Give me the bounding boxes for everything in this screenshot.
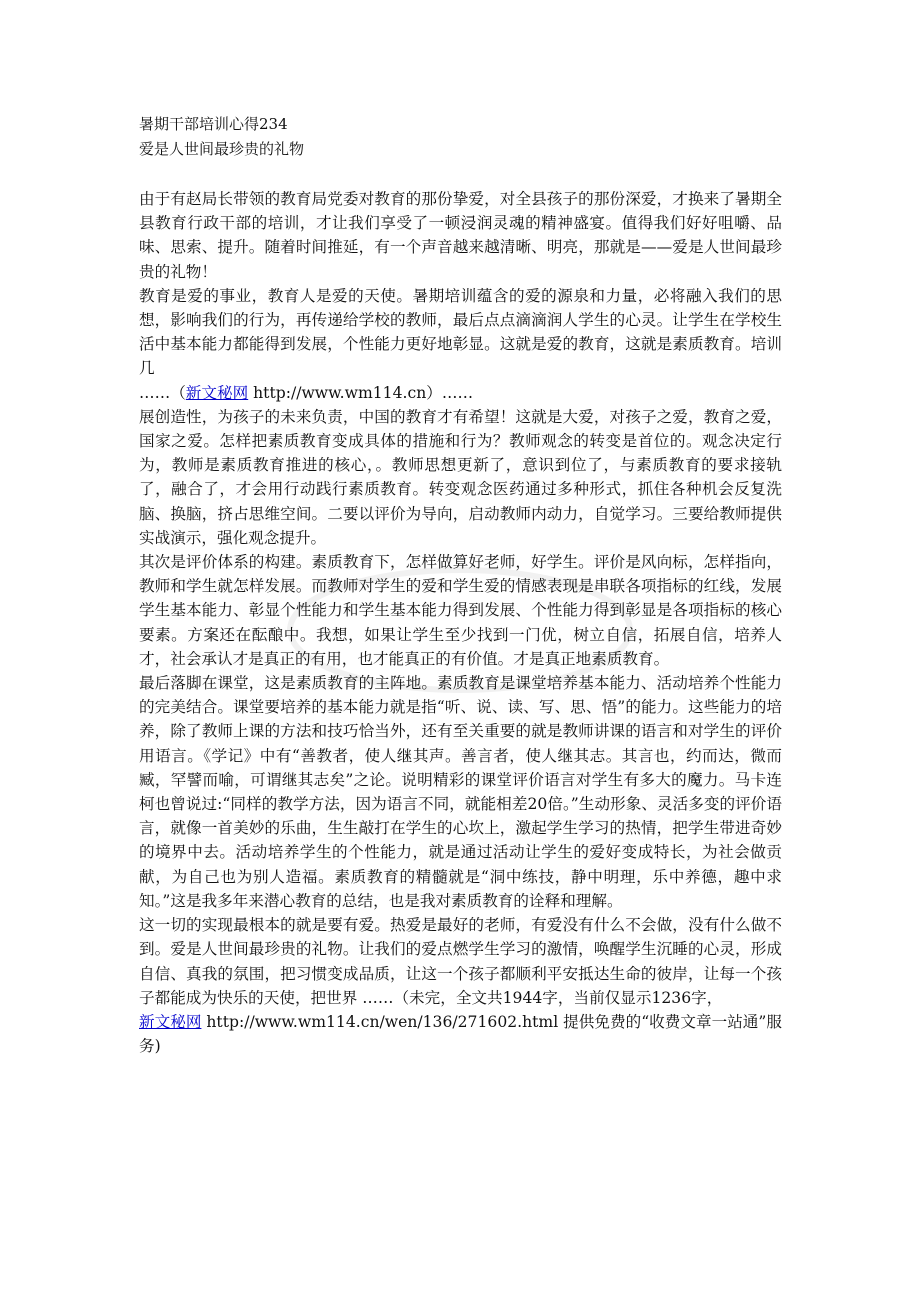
document-subtitle: 爱是人世间最珍贵的礼物 bbox=[139, 140, 305, 158]
paragraph-teacher-concept: 展创造性，为孩子的未来负责，中国的教育才有希望！这就是大爱，对孩子之爱，教育之爱，国家之爱。怎样把素质教育变成具体的措施和行为？教师观念的转变是首位的。观念决定行为，教师是素质教育推进的核心，。教师思想更新了，意识到位了，与素质教育的要求接轨了，融合了，才会用行动践行素质教育。转变观念医药通过多种形式，抓住各种机会反复洗脑、换脑，挤占思维空间。二要以评价为导向，启动教师内动力，自觉学习。三要给教师提供实战演示，强化观念提升。 bbox=[139, 407, 782, 547]
paragraph-intro: 由于有赵局长带领的教育局党委对教育的那份挚爱，对全县孩子的那份深爱，才换来了暑期全县教育行政干部的培训，才让我们享受了一顿浸润灵魂的精神盛宴。值得我们好好咀嚼、品味、思索、提升。随着时间推延，有一个声音越来越清晰、明亮，那就是——爱是人世间最珍贵的礼物！ bbox=[139, 190, 782, 281]
paragraph-education-love: 教育是爱的事业，教育人是爱的天使。暑期培训蕴含的爱的源泉和力量，必将融入我们的思想，影响我们的行为，再传递给学校的教师，最后点点滴滴润人学生的心灵。让学生在学校生活中基本能力都能得到发展，个性能力更好地彰显。这就是爱的教育，这就是素质教育。培训几 bbox=[139, 286, 782, 378]
source-prefix: ……（ bbox=[139, 383, 186, 402]
closing-link[interactable]: 新文秘网 bbox=[139, 1012, 202, 1031]
source-suffix: ）…… bbox=[426, 383, 474, 402]
document-page bbox=[139, 112, 782, 1058]
source-link[interactable]: 新文秘网 bbox=[185, 383, 249, 402]
paragraph-classroom: 最后落脚在课堂，这是素质教育的主阵地。素质教育是课堂培养基本能力、活动培养个性能力的完美结合。课堂要培养的基本能力就是指“听、说、读、写、思、悟”的能力。这些能力的培养，除了教师上课的方法和技巧恰当外，还有至关重要的就是教师讲课的语言和对学生的评价用语言。《学记》中有“善教者，使人继其声。善言者，使人继其志。其言也，约而达，微而臧，罕譬而喻，可谓继其志矣”之论。说明精彩的课堂评价语言对学生有多大的魔力。马卡连柯也曾说过:“同样的教学方法，因为语言不同，就能相差20倍。”生动形象、灵活多变的评价语言，就像一首美妙的乐曲，生生敲打在学生的心坎上，激起学生学习的热情，把学生带进奇妙的境界中去。活动培养学生的个性能力，就是通过活动让学生的爱好变成特长，为社会做贡献，为自己也为别人造福。素质教育的精髓就是“洞中练技，静中明理，乐中养德，趣中求知。”这是我多年来潜心教育的总结，也是我对素质教育的诠释和理解。 bbox=[139, 674, 782, 910]
closing-tail: http://www.wm114.cn/wen/136/271602.html 提供免费的“收费文章一站通”服务) bbox=[139, 1012, 782, 1056]
article-body bbox=[139, 187, 782, 1058]
source-url: http://www.wm114.cn bbox=[248, 383, 427, 402]
paragraph-evaluation-system: 其次是评价体系的构建。素质教育下，怎样做算好老师，好学生。评价是风向标，怎样指向，教师和学生就怎样发展。而教师对学生的爱和学生爱的情感表现是串联各项指标的红线，发展学生基本能力、彰显个性能力和学生基本能力得到发展、个性能力得到彰显是各项指标的核心要素。方案还在酝酿中。我想，如果让学生至少找到一门优，树立自信，拓展自信，培养人才，社会承认才是真正的有用，也才能真正的有价值。才是真正地素质教育。 bbox=[139, 553, 782, 668]
closing-text: 这一切的实现最根本的就是要有爱。热爱是最好的老师，有爱没有什么不会做，没有什么做不到。爱是人世间最珍贵的礼物。让我们的爱点燃学生学习的激情，唤醒学生沉睡的心灵，形成自信、真我的氛围，把习惯变成品质，让这一个孩子都顺利平安抵达生命的彼岸，让每一个孩子都能成为快乐的天使，把世界 ……（未完，全文共1944字，当前仅显示1236字， bbox=[139, 916, 782, 1007]
title-block bbox=[139, 112, 782, 162]
document-title: 暑期干部培训心得234 bbox=[139, 115, 288, 133]
source-line bbox=[139, 381, 782, 405]
paragraph-closing bbox=[139, 913, 782, 1058]
